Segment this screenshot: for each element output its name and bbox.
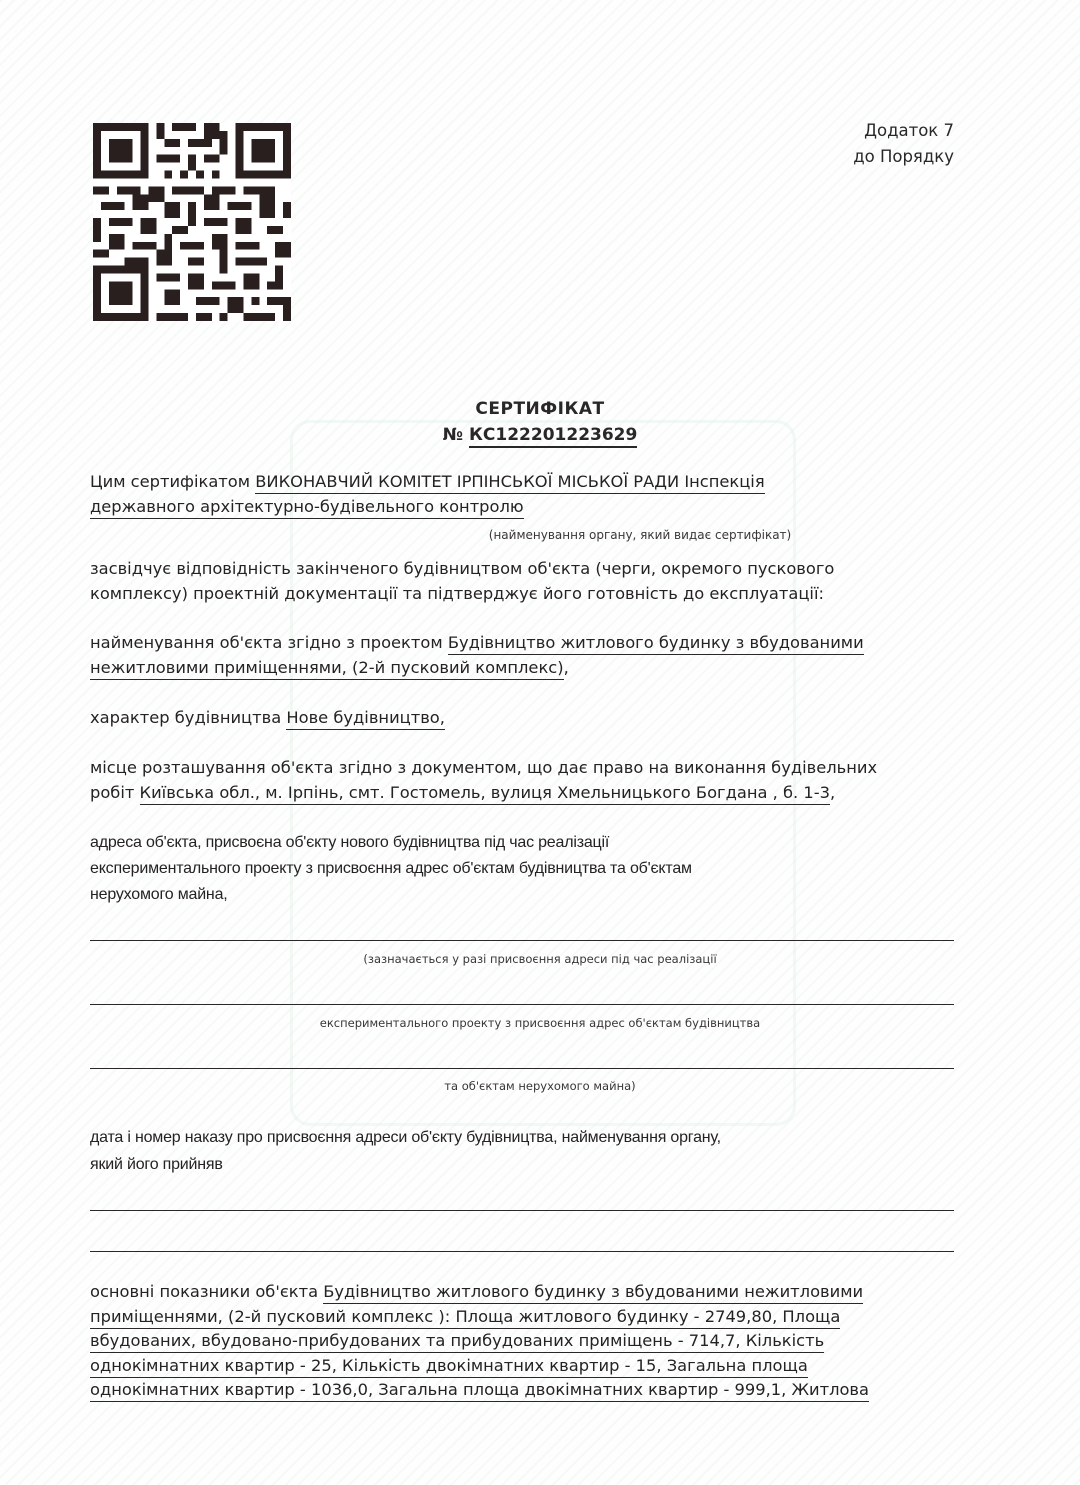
order-blank-line-2	[90, 1251, 954, 1252]
address-blank-line-3	[90, 1068, 954, 1069]
location-paragraph	[90, 756, 960, 805]
object-name-value-line-1: Будівництво житлового будинку з вбудованими	[448, 633, 864, 655]
object-name-paragraph	[90, 631, 960, 680]
issuer-intro: Цим сертифікатом	[90, 472, 251, 491]
address-paragraph	[90, 830, 960, 908]
address-blank-line-1	[90, 940, 954, 941]
certificate-title: СЕРТИФІКАТ	[475, 399, 605, 419]
indicators-value-line-5: однокімнатних квартир - 1036,0, Загальна площа двокімнатних квартир - 999,1, Житлова	[90, 1380, 869, 1402]
issuer-paragraph	[90, 470, 960, 519]
object-name-label: найменування об'єкта згідно з проектом	[90, 633, 443, 652]
indicators-label: основні показники об'єкта	[90, 1282, 319, 1301]
indicators-value-line-3: вбудованих, вбудовано-прибудованих та прибудованих приміщень - 714,7, Кількість	[90, 1331, 824, 1353]
appendix-line-2: до Порядку	[853, 147, 954, 166]
indicators-value-line-1: Будівництво житлового будинку з вбудованими нежитловими	[323, 1282, 863, 1304]
issuer-name-line-1: ВИКОНАВЧИЙ КОМІТЕТ ІРПІНСЬКОЇ МІСЬКОЇ РАДИ Інспекція	[255, 472, 764, 494]
issuer-name-line-2: державного архітектурно-будівельного контролю	[90, 497, 524, 519]
location-suffix: ,	[829, 782, 836, 802]
object-name-suffix: ,	[563, 657, 569, 677]
attestation-line-2: комплексу) проектній документації та підтверджує його готовність до експлуатації:	[90, 583, 824, 603]
address-line-3: нерухомого майна,	[90, 886, 228, 903]
order-paragraph	[90, 1124, 960, 1178]
location-label-line-1: місце розташування об'єкта згідно з документом, що дає право на виконання будівельних	[90, 758, 878, 777]
address-caption-1: (зазначається у разі присвоєння адреси під час реалізації	[363, 952, 717, 966]
appendix-line-1: Додаток 7	[864, 121, 954, 140]
number-prefix: №	[442, 425, 464, 445]
order-blank-line-1	[90, 1210, 954, 1211]
attestation-line-1: засвідчує відповідність закінченого будівництвом об'єкта (черги, окремого пускового	[90, 559, 835, 578]
location-value: Київська обл., м. Ірпінь, смт. Гостомель, вулиця Хмельницького Богдана , б. 1-3	[140, 783, 830, 805]
construction-type-label: характер будівництва	[90, 708, 282, 727]
issuer-caption: (найменування органу, який видає сертифікат)	[488, 528, 792, 542]
order-line-2: який його прийняв	[90, 1156, 223, 1173]
appendix-note	[853, 118, 954, 170]
address-caption-2: експериментального проекту з присвоєння адрес об'єктам будівництва	[319, 1016, 761, 1030]
object-name-value-line-2: нежитловими приміщеннями, (2-й пусковий комплекс)	[90, 658, 564, 680]
construction-type-value: Нове будівництво,	[286, 708, 445, 730]
address-line-1: адреса об'єкта, присвоєна об'єкту нового будівництва під час реалізації	[90, 834, 610, 851]
indicators-paragraph	[90, 1280, 960, 1403]
certificate-number-value: КС122201223629	[469, 425, 637, 448]
qr-code	[93, 123, 291, 321]
address-line-2: експериментального проекту з присвоєння адрес об'єктам будівництва та об'єктам	[90, 860, 692, 877]
address-caption-3: та об'єктам нерухомого майна)	[444, 1079, 636, 1093]
address-blank-line-2	[90, 1004, 954, 1005]
indicators-value-line-4: однокімнатних квартир - 25, Кількість двокімнатних квартир - 15, Загальна площа	[90, 1356, 808, 1378]
indicators-value-line-2: приміщеннями, (2-й пусковий комплекс ): Площа житлового будинку - 2749,80, Площа	[90, 1307, 840, 1329]
certificate-number	[0, 422, 1080, 448]
location-label-prefix: робіт	[90, 782, 135, 802]
construction-type-paragraph	[90, 706, 960, 731]
order-line-1: дата і номер наказу про присвоєння адреси об'єкту будівництва, найменування органу,	[90, 1129, 721, 1146]
certificate-title-block	[0, 396, 1080, 448]
attestation-paragraph	[90, 557, 960, 606]
